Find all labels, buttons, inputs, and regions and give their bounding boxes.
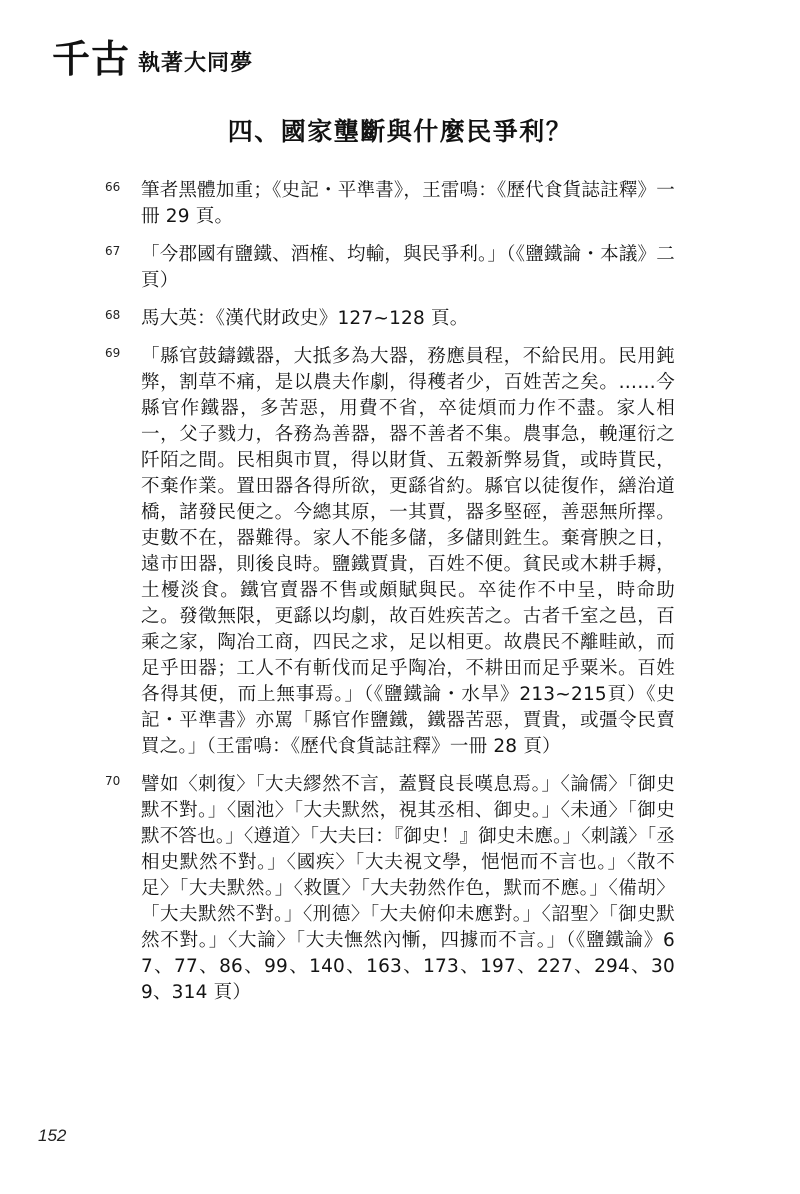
book-title: 千古 xyxy=(52,36,131,81)
footnote-text: 「縣官鼓鑄鐵器，大抵多為大器，務應員程，不給民用。民用鈍弊，割草不痛，是以農夫作劇，得穫者少，百姓苦之矣。……今縣官作鐵器，多苦惡，用費不省，卒徒煩而力作不盡。家人相一，父子戮力，各務為善器，器不善者不集。農事急，輓運衍之阡陌之間。民相與市買，得以財貨、五穀新弊易貨，或時貰民，不棄作業。置田器各得所欲，更繇省約。縣官以徒復作，繕治道橋，諸發民便之。今總其原，一其賈，器多堅硜，善惡無所擇。吏數不在，器難得。家人不能多儲，多儲則鉎生。棄膏腴之日，遠市田器，則後良時。鹽鐵賈貴，百姓不便。貧民或木耕手耨，土櫌淡食。鐵官賣器不售或頗賦與民。卒徒作不中呈，時命助之。發徵無限，更繇以均劇，故百姓疾苦之。古者千室之邑，百乘之家，陶冶工商，四民之求，足以相更。故農民不離畦畝，而足乎田器；工人不有斬伐而足乎陶冶，不耕田而足乎粟米。百姓各得其便，而上無事焉。」（《鹽鐵論・水旱》213~215頁）《史記・平準書》亦罵「縣官作鹽鐵，鐵器苦惡，賈貴，或彊令民賣買之。」（王雷鳴：《歷代食貨誌註釋》一冊 28 頁） xyxy=(141,346,675,757)
footnote-67 xyxy=(105,242,675,294)
footnote-number: 70 xyxy=(105,774,121,788)
book-subtitle: 執著大同夢 xyxy=(138,50,254,76)
footnote-text: 筆者黑體加重；《史記・平準書》，王雷鳴：《歷代食貨誌註釋》一冊 29 頁。 xyxy=(141,180,675,227)
page-number: 152 xyxy=(38,1126,67,1145)
running-header xyxy=(52,28,253,83)
footnote-number: 69 xyxy=(105,346,121,360)
footnote-70 xyxy=(105,772,675,1006)
footnote-69 xyxy=(105,344,675,760)
footnote-text: 馬大英：《漢代財政史》127~128 頁。 xyxy=(141,308,469,329)
footnote-66 xyxy=(105,178,675,230)
section-title: 四、國家壟斷與什麼民爭利？ xyxy=(227,117,573,146)
footnote-text: 譬如〈刺復〉「大夫繆然不言，蓋賢良長嘆息焉。」〈論儒〉「御史默不對。」〈園池〉「大夫默然，視其丞相、御史。」〈未通〉「御史默不答也。」〈遵道〉「大夫曰：『御史！』御史未應。」〈刺議〉「丞相史默然不對。」〈國疾〉「大夫視文學，悒悒而不言也。」〈散不足〉「大夫默然。」〈救匱〉「大夫勃然作色，默而不應。」〈備胡〉「大夫默然不對。」〈刑德〉「大夫俯仰未應對。」〈詔聖〉「御史默然不對。」〈大論〉「大夫憮然內慚，四據而不言。」（《鹽鐵論》67、77、86、99、140、163、173、197、227、294、309、314 頁） xyxy=(141,774,675,1003)
footnote-number: 66 xyxy=(105,180,121,194)
footnote-68 xyxy=(105,306,675,332)
footnote-number: 68 xyxy=(105,308,121,322)
footnote-number: 67 xyxy=(105,244,121,258)
footnote-text: 「今郡國有鹽鐵、酒榷、均輸，與民爭利。」（《鹽鐵論・本議》二頁） xyxy=(141,244,675,291)
footnotes xyxy=(105,178,675,1018)
